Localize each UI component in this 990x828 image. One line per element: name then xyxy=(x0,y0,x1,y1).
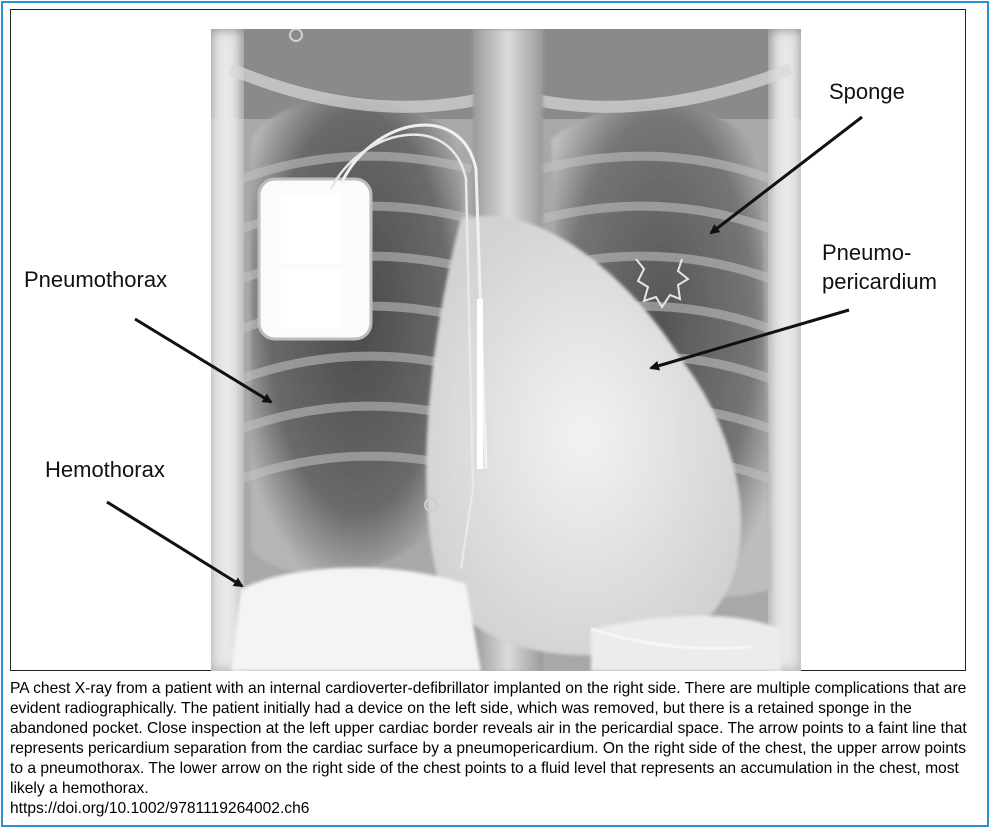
label-pneumopericardium-line2: pericardium xyxy=(822,269,937,294)
figure-caption xyxy=(10,679,970,819)
label-hemothorax: Hemothorax xyxy=(45,457,165,482)
annotation-arrows xyxy=(11,10,965,670)
sponge-arrow xyxy=(711,117,862,233)
pneumothorax-arrow xyxy=(135,319,271,402)
label-pneumothorax: Pneumothorax xyxy=(24,267,168,292)
hemothorax-arrow xyxy=(107,502,242,586)
caption-text: PA chest X-ray from a patient with an internal cardioverter-defibrillator implanted on the right side. There are multiple complications that are evident radiographically. The patient initially had a device on the left side, which was removed, but there is a retained sponge in the abandoned pocket. Close inspection at the left upper cardiac border reveals air in the pericardial space. The arrow points to a faint line that represents pericardium separation from the cardiac surface by a pneumopericardium. On the right side of the chest, the upper arrow points to a pneumothorax. The lower arrow on the right side of the chest points to a fluid level that represents an accumulation in the chest, most likely a hemothorax. xyxy=(10,680,967,797)
label-pneumopericardium-line1: Pneumo- xyxy=(822,240,912,265)
label-sponge: Sponge xyxy=(829,79,905,104)
caption-doi-link[interactable]: https://doi.org/10.1002/9781119264002.ch6 xyxy=(10,800,310,817)
pneumopericardium-arrow xyxy=(651,310,849,368)
figure-panel xyxy=(10,9,966,671)
